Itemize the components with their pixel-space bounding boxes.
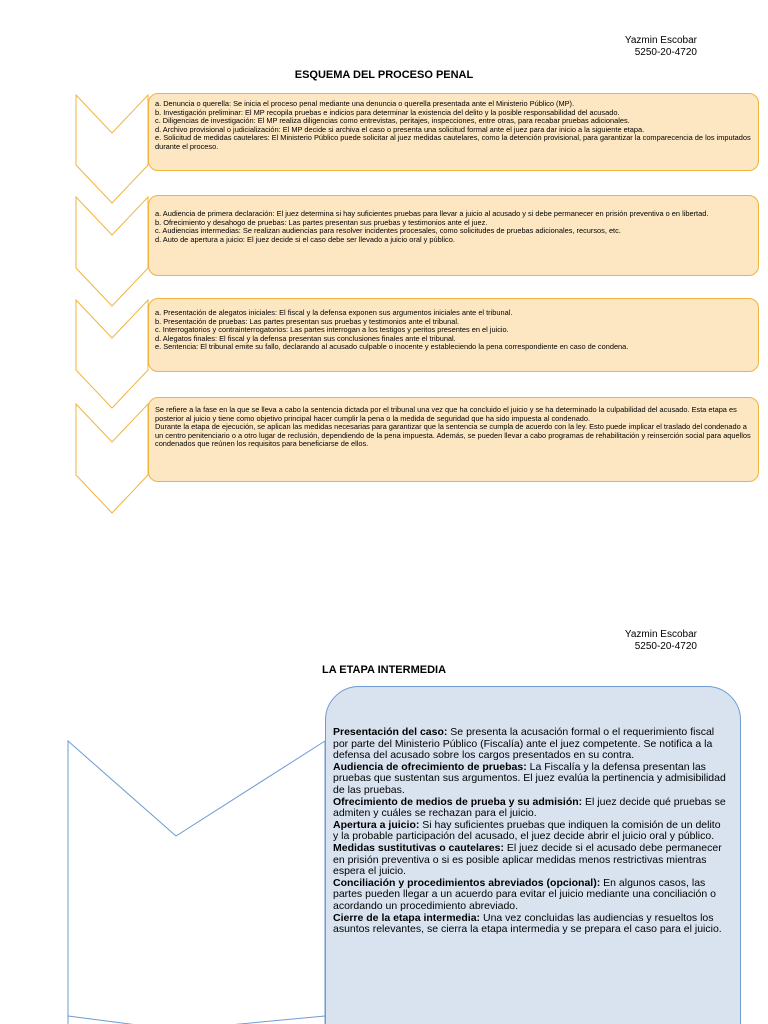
phase-box-2 [148, 195, 759, 276]
author-block [625, 35, 697, 59]
phase-line: c. Audiencias intermedias: Se realizan audiencias para resolver incidentes procesales, como solicitudes de pruebas adicionales, recursos, etc. [155, 226, 621, 236]
intermedia-item [333, 913, 726, 936]
chevron-2 [76, 197, 148, 306]
intermedia-item [333, 762, 726, 797]
item-text: Si hay suficientes pruebas que indiquen la comisión de un delito y la probable participación del acusado, el juez decide abrir el juicio oral y público. [333, 818, 721, 843]
chevron-3 [76, 300, 148, 408]
phase-line: Se refiere a la fase en la que se lleva a cabo la sentencia dictada por el tribunal una vez que ha concluido el juicio y se ha determinado la culpabilidad del acusado. Esta etapa es posterior al juicio y tiene como objetivo principal hacer cumplir la pena o la medida de seguridad que ha sido impuesta al condenado. [155, 405, 737, 423]
item-text: En algunos casos, las partes pueden llegar a un acuerdo para evitar el juicio mediante una conciliación o acordando un procedimiento abreviado. [333, 876, 716, 912]
section-title: LA ETAPA INTERMEDIA [321, 664, 447, 676]
phase-line: a. Denuncia o querella: Se inicia el proceso penal mediante una denuncia o querella presentada ante el Ministerio Público (MP). [155, 99, 575, 108]
author-name: Yazmin Escobar [624, 629, 697, 640]
author-id: 5250-20-4720 [634, 641, 697, 652]
phase-line: d. Archivo provisional o judicialización: El MP decide si archiva el caso o presenta una solicitud formal ante el juez para dar inicio a la siguiente etapa. [155, 124, 645, 134]
phase-line: e. Solicitud de medidas cautelares: El Ministerio Público puede solicitar al juez medidas cautelares, como la detención provisional, para garantizar la comparecencia de los imputados durante el proceso. [155, 133, 751, 151]
intermedia-item [333, 843, 726, 878]
phase-box-1 [148, 93, 759, 171]
item-text: El juez decide si el acusado debe permanecer en prisión preventiva o si es posible aplicar medidas menos restrictivas mientras espera el juicio. [333, 841, 722, 878]
page-title: ESQUEMA DEL PROCESO PENAL [294, 69, 474, 81]
phase-line: Durante la etapa de ejecución, se aplican las medidas necesarias para garantizar que la sentencia se cumpla de acuerdo con la ley. Esto puede implicar el traslado del condenado a un centro penitenciario o a otro lugar de reclusión, dependiendo de la pena impuesta. Además, se pueden llevar a cabo programas de rehabilitación y reinserción social para aquellos condenados que reúnen los requisitos para beneficiarse de ellos. [155, 422, 751, 449]
intermedia-item [333, 820, 726, 843]
phase-line: b. Investigación preliminar: El MP recopila pruebas e indicios para determinar la existencia del delito y la posible responsabilidad del acusado. [155, 107, 620, 117]
item-text: La Fiscalía y la defensa presentan las pruebas que sustentan sus argumentos. El juez evalúa la pertinencia y admisibilidad de las pruebas. [333, 760, 726, 796]
item-term: Apertura a juicio: [333, 818, 420, 831]
phase-line: b. Ofrecimiento y desahogo de pruebas: Las partes presentan sus pruebas y testimonios ante el juez. [155, 217, 488, 227]
phase-line: a. Audiencia de primera declaración: El juez determina si hay suficientes pruebas para llevar a juicio al acusado y si debe permanecer en prisión preventiva o en libertad. [155, 209, 709, 218]
item-term: Medidas sustitutivas o cautelares: [333, 841, 504, 854]
chevron-1 [76, 95, 148, 203]
chevron-intermedia [68, 741, 325, 1024]
chevron-intermedia-bottom [68, 1016, 325, 1024]
intermedia-item [333, 878, 726, 913]
item-term: Cierre de la etapa intermedia: [333, 911, 481, 924]
item-term: Presentación del caso: [333, 726, 448, 738]
intermedia-item [333, 727, 726, 762]
phase-line: d. Auto de apertura a juicio: El juez decide si el caso debe ser llevado a juicio oral y público. [155, 234, 455, 244]
author-block [625, 629, 697, 653]
item-term: Conciliación y procedimientos abreviados (opcional): [333, 876, 601, 889]
phase-line: d. Alegatos finales: El fiscal y la defensa presentan sus conclusiones finales ante el tribunal. [155, 333, 456, 343]
phase-line: c. Interrogatorios y contrainterrogatorios: Las partes interrogan a los testigos y peritos presentes en el juicio. [155, 325, 509, 335]
item-text: Una vez concluidas las audiencias y resueltos los asuntos relevantes, se cierra la etapa intermedia y se prepara el caso para el juicio. [333, 911, 722, 936]
author-name: Yazmin Escobar [624, 35, 697, 46]
phase-line: e. Sentencia: El tribunal emite su fallo, declarando al acusado culpable o inocente y estableciendo la pena correspondiente en caso de condena. [155, 342, 629, 352]
item-text: Se presenta la acusación formal o el requerimiento fiscal por parte del Ministerio Público (Fiscalía) ante el juez competente. Se notifica a la defensa del acusado sobre los cargos presentados en su contra. [333, 726, 715, 762]
item-term: Ofrecimiento de medios de prueba y su admisión: [333, 795, 583, 808]
phase-line: b. Presentación de pruebas: Las partes presentan sus pruebas y testimonios ante el tribunal. [155, 316, 460, 326]
phase-box-3 [148, 298, 759, 372]
item-text: El juez decide qué pruebas se admiten y cuáles se rechazan para el juicio. [333, 795, 726, 820]
intermedia-box [325, 686, 741, 1024]
intermedia-item [333, 797, 726, 820]
phase-line: c. Diligencias de investigación: El MP realiza diligencias como entrevistas, peritajes, inspecciones, entre otras, para recabar pruebas adicionales. [155, 116, 630, 126]
author-id: 5250-20-4720 [634, 47, 697, 58]
phase-box-4 [148, 397, 759, 482]
chevron-4 [76, 404, 148, 513]
phase-line: a. Presentación de alegatos iniciales: El fiscal y la defensa exponen sus argumentos iniciales ante el tribunal. [155, 308, 513, 317]
item-term: Audiencia de ofrecimiento de pruebas: [333, 760, 527, 773]
